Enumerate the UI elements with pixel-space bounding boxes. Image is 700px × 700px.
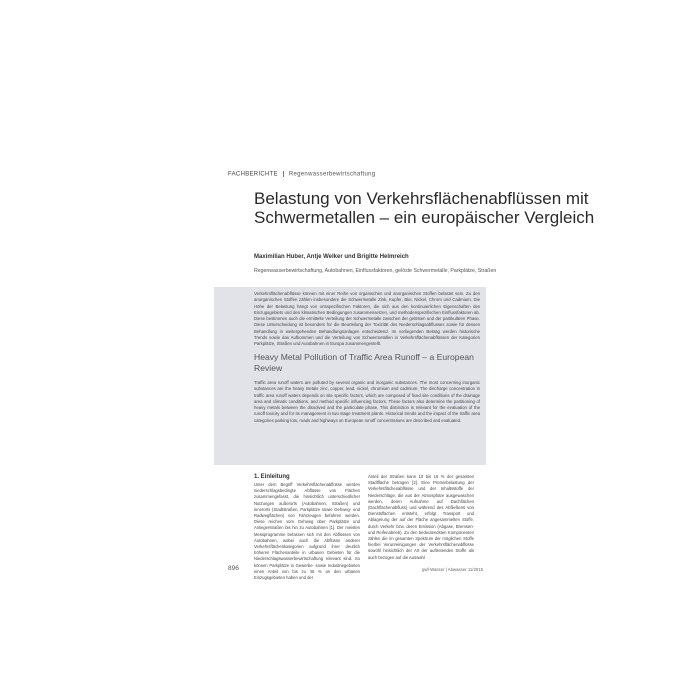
section-label: FACHBERICHTE <box>228 171 278 178</box>
abstract-english: Traffic area runoff waters are polluted by several organic and inorganic substances. The most concerning inorganic substances are the heavy metals zinc, copper, lead, nickel, chromium and cadmium. The discharge concentration in traffic area runoff waters depends on site specific factors, which are composed of fixed site conditions of the drainage area and climatic conditions, and method specific influencing factors. These factors also determine the partitioning of heavy metals between the dissolved and the particulate phase. This distinction is relevant for the evaluation of the runoff toxicity and for its management in two stage treatment plants. Historical trends and the impact of the traffic area categories parking lots, roads and highways on European runoff concentrations are described and evaluated. <box>254 380 480 423</box>
article-keywords: Regenwasserbewirtschaftung, Autobahnen, Einflussfaktoren, gelöste Schwermetalle, Parkplätze, Straßen <box>254 268 497 274</box>
running-head-divider <box>283 171 284 177</box>
body-column-right <box>368 474 474 561</box>
body-column-left <box>254 474 360 581</box>
abstract-german: Verkehrsflächenabflüsse können mit einer Reihe von organischen und anorganischen Stoffen belastet sein. Zu den anorganischen Stoffen zählen insbesondere die Schwermetalle Zink, Kupfer, Blei, Nickel, Chrom und Cadmium. Die Höhe der Belastung hängt von ortsspezifischen Faktoren, die sich aus den kontinuierlichen Eigenschaften des Einzugsgebiets und den klimatischen Bedingungen zusammensetzen, und methodenspezifischen Einflussfaktoren ab. Diese bestimmen auch die ermittelte Verteilung der Schwermetalle zwischen der gelösten und der partikulären Phase. Diese Unterscheidung ist besonders für die Beurteilung der Toxizität des Niederschlagsabflusses sowie für dessen Behandlung in weitergehenden Behandlungsanlagen entscheidend. Im vorliegenden Beitrag werden historische Trends sowie das Aufkommen und die Verteilung von Schwermetallen in Verkehrsflächenabflüssen der Kategorien Parkplätze, Straßen und Autobahnen in Europa zusammengestellt. <box>254 291 480 347</box>
english-title: Heavy Metal Pollution of Traffic Area Runoff – a European Review <box>254 352 474 373</box>
article-title: Belastung von Verkehrsflächenabflüssen mit Schwermetallen – ein europäischer Vergleich <box>254 189 595 227</box>
section-heading-introduction: 1. Einleitung <box>254 474 290 480</box>
page-number: 896 <box>228 565 239 572</box>
running-head <box>228 171 375 178</box>
body-text-left: Unter dem Begriff Verkehrsflächenabflüsse werden niederschlagsbedingte Abflüsse von Flächen zusammengefasst, die hinsichtlich unterschiedlicher Nutzungen außerorts (Autobahnen, Straßen) und innerorts (Stadtstraßen, Parkplätze sowie Gehweg- und Radwegflächen) von Fahrzeugen befahren werden. Diese reichen vom Gehweg über Parkplätze und Anliegerstraßen bis hin zu Autobahnen [1]. Der meisten Messprogramme befassen sich mit den Abflüssen von Autobahnen, wobei auch die Abflüsse anderer Verkehrsflächenkategorien aufgrund ihrer deutlich höheren Flächenanteile in urbanen Gebieten für die Niederschlagswasserbewirtschaftung relevant sind. So können Parkplätze in Gewerbe- sowie Industriegebieten einen Anteil von bis zu 46 % an den urbanen Einzugsgebieten haben und der <box>254 482 360 581</box>
subsection-label: Regenwasserbewirtschaftung <box>288 171 376 178</box>
journal-footer: gwf-Wasser | Abwasser 11/2015 <box>422 567 484 572</box>
body-text-right: Anteil der Straßen kann 10 bis 16 % der gesamten Stadtfläche betragen [2]. Eine Premiebelastung der Verkehrsflächenabflüsse und der Inhaltsstoffe der Niederschläge, die aus der Atmosphäre ausgewaschen werden, deren Aufnahme auf Dachflächen (Dachflächenabfluss) und während des Abfließens von Dienstsflächen entsteht, erfolgt Transport und Ablagerung der auf der Fläche angesammelten Stoffe, durch Verkehr bzw. deren Emission (Abgase, Bremsen- und Reifenabrieb). Zu den bedeutendsten Komponenten zählen die im gesamten Spektrum der möglichen Stoffe hierbei Verunreinigungen der Verkehrsflächenabflüsse sowohl hinsichtlich der Art der auftretenden Stoffe als auch bezogen auf die Auswahl <box>368 474 474 560</box>
article-authors: Maximilian Huber, Antje Welker und Brigitte Helmreich <box>254 254 409 260</box>
